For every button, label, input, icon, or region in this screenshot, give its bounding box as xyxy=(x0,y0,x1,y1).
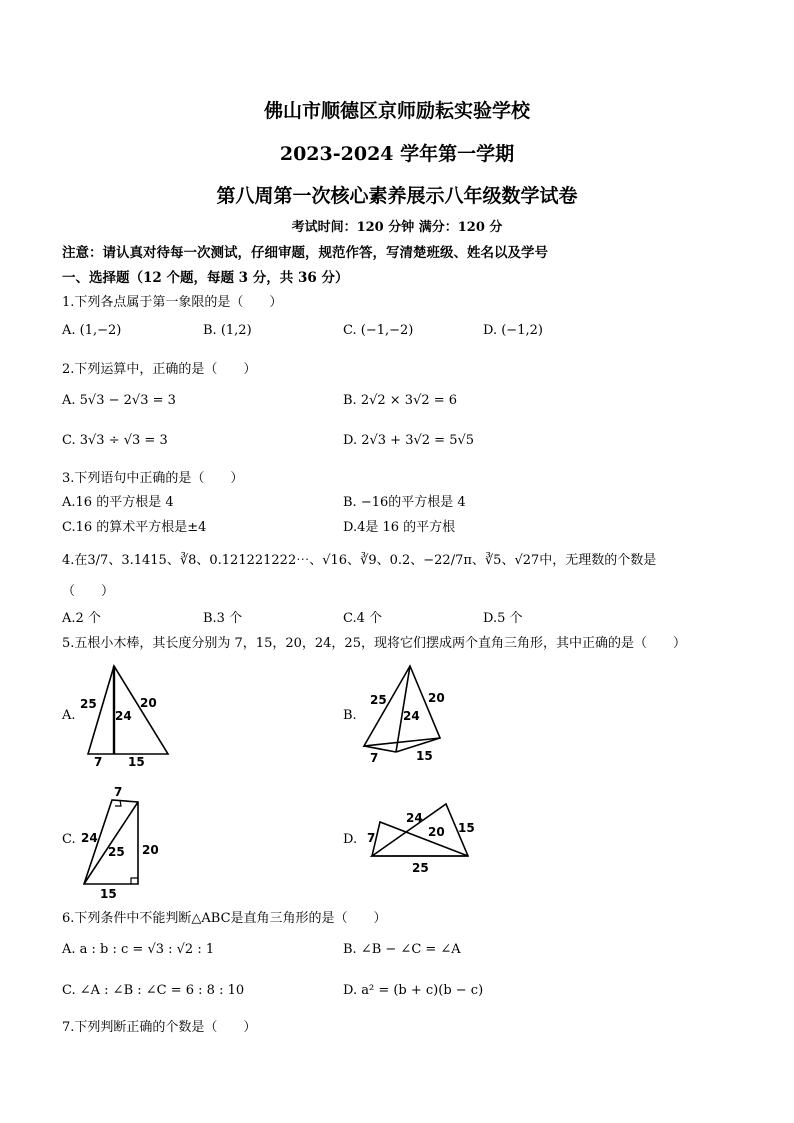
q1-option-b: B. (1,2) xyxy=(203,323,252,338)
q4-option-c: C.4 个 xyxy=(343,611,383,626)
q5d-label-15: 15 xyxy=(458,821,475,835)
q6-stem: 6.下列条件中不能判断△ABC是直角三角形的是（ ） xyxy=(62,911,387,926)
q3-option-b: B. −16的平方根是 4 xyxy=(343,495,466,510)
q1-stem: 1.下列各点属于第一象限的是（ ） xyxy=(62,295,283,310)
q3-option-a: A.16 的平方根是 4 xyxy=(62,495,174,510)
q5-figure-b xyxy=(360,662,450,772)
q4-option-a: A.2 个 xyxy=(62,611,101,626)
q5d-label-7: 7 xyxy=(367,831,376,845)
q2-option-d: D. 2√3 + 3√2 = 5√5 xyxy=(343,433,475,448)
notice: 注意：请认真对待每一次测试，仔细审题，规范作答，写清楚班级、姓名以及学号 xyxy=(62,245,548,261)
q5-figure-a xyxy=(78,662,178,772)
q5-figure-d xyxy=(362,796,482,884)
q3-option-d: D.4是 16 的平方根 xyxy=(343,520,456,535)
q2-option-b: B. 2√2 × 3√2 = 6 xyxy=(343,393,458,408)
q6-option-b: B. ∠B − ∠C = ∠A xyxy=(343,942,461,957)
term-title: 2023-2024 学年第一学期 xyxy=(279,143,515,165)
q5c-label-15: 15 xyxy=(100,887,117,901)
q5b-label-24: 24 xyxy=(403,709,420,723)
q5-figure-c xyxy=(78,784,168,906)
school-name: 佛山市顺德区京师励耘实验学校 xyxy=(263,100,530,122)
exam-info: 考试时间：120 分钟 满分：120 分 xyxy=(291,220,503,235)
q5-option-b-letter: B. xyxy=(343,708,357,723)
q5a-label-7: 7 xyxy=(94,755,103,768)
section-title: 一、选择题（12 个题，每题 3 分，共 36 分） xyxy=(62,270,349,286)
q4-bracket: （ ） xyxy=(62,584,115,599)
q1-option-c: C. (−1,−2) xyxy=(343,323,414,338)
q5c-label-20: 20 xyxy=(142,843,159,857)
q7-stem: 7.下列判断正确的个数是（ ） xyxy=(62,1020,257,1035)
q3-stem: 3.下列语句中正确的是（ ） xyxy=(62,471,244,486)
q4-option-d: D.5 个 xyxy=(483,611,523,626)
q4-option-b: B.3 个 xyxy=(203,611,243,626)
q6-option-a: A. a : b : c = √3 : √2 : 1 xyxy=(62,942,215,957)
q5c-label-7: 7 xyxy=(114,785,123,799)
q1-option-a: A. (1,−2) xyxy=(62,323,122,338)
q5a-label-24: 24 xyxy=(115,709,132,723)
q5a-label-15: 15 xyxy=(128,755,145,768)
q1-option-d: D. (−1,2) xyxy=(483,323,543,338)
q4-stem: 4.在3/7、3.1415、∛8、0.121221222⋯、√16、∛9、0.2、−22/7π、∛5、√27中，无理数的个数是 xyxy=(62,553,657,568)
q5-option-a-letter: A. xyxy=(62,708,76,723)
q5b-label-25: 25 xyxy=(370,693,387,707)
q3-option-c: C.16 的算术平方根是±4 xyxy=(62,520,207,535)
q5-option-c-letter: C. xyxy=(62,832,76,847)
q2-option-c: C. 3√3 ÷ √3 = 3 xyxy=(62,433,168,448)
q5-stem: 5.五根小木棒，其长度分别为 7，15，20，24，25，现将它们摆成两个直角三角形，其中正确的是（ ） xyxy=(62,636,686,651)
q2-option-a: A. 5√3 − 2√3 = 3 xyxy=(62,393,176,408)
q2-stem: 2.下列运算中，正确的是（ ） xyxy=(62,362,257,377)
q5b-label-20: 20 xyxy=(428,691,445,705)
q5c-label-25: 25 xyxy=(108,845,125,859)
q5c-label-24: 24 xyxy=(81,831,98,845)
q5d-label-24: 24 xyxy=(406,811,423,825)
q6-option-d: D. a² = (b + c)(b − c) xyxy=(343,983,484,998)
q6-option-c: C. ∠A : ∠B : ∠C = 6 : 8 : 10 xyxy=(62,983,245,998)
q5-option-d-letter: D. xyxy=(343,832,358,847)
q5a-label-25: 25 xyxy=(80,697,97,711)
q5d-label-25: 25 xyxy=(412,861,429,875)
q5b-label-15: 15 xyxy=(416,749,433,763)
q5b-label-7: 7 xyxy=(370,751,379,765)
q5a-label-20: 20 xyxy=(140,696,157,710)
q5d-label-20: 20 xyxy=(428,825,445,839)
exam-title: 第八周第一次核心素养展示八年级数学试卷 xyxy=(216,185,578,207)
